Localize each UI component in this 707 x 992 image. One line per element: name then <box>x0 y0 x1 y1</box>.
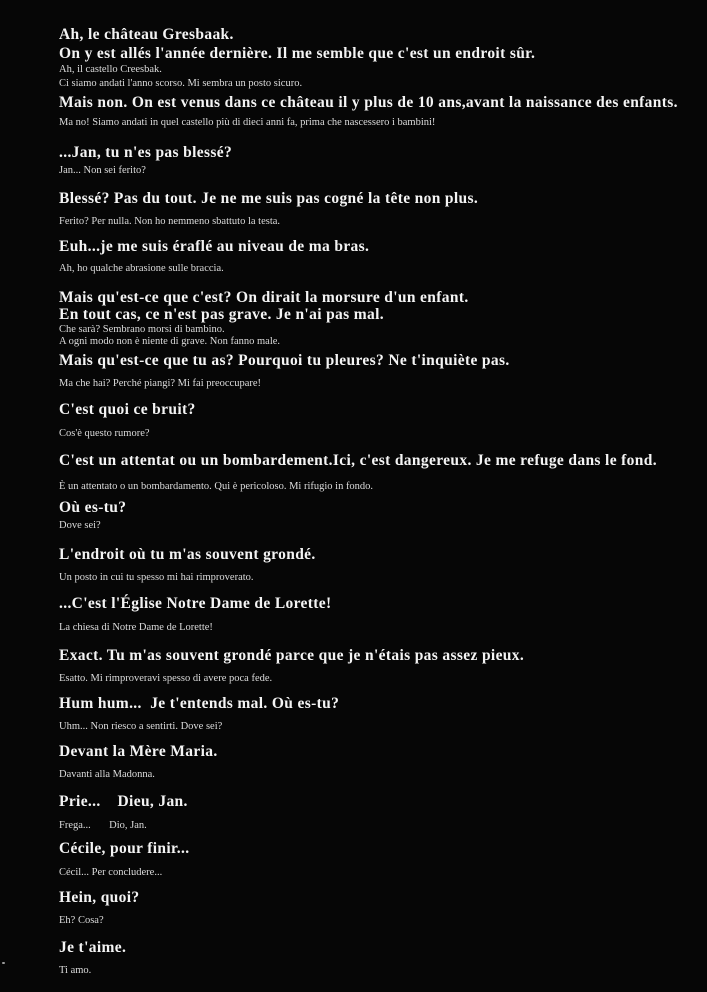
french-line: Devant la Mère Maria. <box>59 743 218 760</box>
french-line: En tout cas, ce n'est pas grave. Je n'ai pas mal. <box>59 306 384 323</box>
french-line: On y est allés l'année dernière. Il me semble que c'est un endroit sûr. <box>59 45 536 62</box>
french-line: Mais non. On est venus dans ce château il y plus de 10 ans,avant la naissance des enfants. <box>59 94 678 111</box>
italian-line: Ah, il castello Creesbak. <box>59 64 162 75</box>
italian-line: Ferito? Per nulla. Non ho nemmeno sbattuto la testa. <box>59 216 281 227</box>
italian-line: Uhm... Non riesco a sentirti. Dove sei? <box>59 721 223 732</box>
italian-line: Cécil... Per concludere... <box>59 867 163 878</box>
italian-line: Dove sei? <box>59 520 101 531</box>
italian-line: È un attentato o un bombardamento. Qui è pericoloso. Mi rifugio in fondo. <box>59 481 374 492</box>
italian-line: Davanti alla Madonna. <box>59 769 155 780</box>
french-line: Mais qu'est-ce que tu as? Pourquoi tu pleures? Ne t'inquiète pas. <box>59 352 510 369</box>
scan-speck <box>2 962 5 964</box>
italian-line: Che sarà? Sembrano morsi di bambino. <box>59 324 225 335</box>
french-line: C'est quoi ce bruit? <box>59 401 196 418</box>
italian-line: Frega... Dio, Jan. <box>59 820 147 831</box>
french-line: Exact. Tu m'as souvent grondé parce que je n'étais pas assez pieux. <box>59 647 525 664</box>
french-line: Prie... Dieu, Jan. <box>59 793 188 810</box>
italian-line: La chiesa di Notre Dame de Lorette! <box>59 622 213 633</box>
french-line: ...Jan, tu n'es pas blessé? <box>59 144 233 161</box>
french-line: ...C'est l'Église Notre Dame de Lorette! <box>59 595 332 612</box>
french-line: Ah, le château Gresbaak. <box>59 26 234 43</box>
italian-line: Jan... Non sei ferito? <box>59 165 146 176</box>
french-line: Mais qu'est-ce que c'est? On dirait la morsure d'un enfant. <box>59 289 469 306</box>
french-line: C'est un attentat ou un bombardement.Ici, c'est dangereux. Je me refuge dans le fond. <box>59 452 657 469</box>
italian-line: Ci siamo andati l'anno scorso. Mi sembra un posto sicuro. <box>59 78 303 89</box>
italian-line: Cos'è questo rumore? <box>59 428 150 439</box>
french-line: Où es-tu? <box>59 499 127 516</box>
french-line: Je t'aime. <box>59 939 127 956</box>
italian-line: Esatto. Mi rimproveravi spesso di avere poca fede. <box>59 673 273 684</box>
french-line: Blessé? Pas du tout. Je ne me suis pas cogné la tête non plus. <box>59 190 479 207</box>
italian-line: Ah, ho qualche abrasione sulle braccia. <box>59 263 224 274</box>
french-line: Hein, quoi? <box>59 889 140 906</box>
french-line: Cécile, pour finir... <box>59 840 190 857</box>
italian-line: Eh? Cosa? <box>59 915 104 926</box>
italian-line: Ma no! Siamo andati in quel castello più di dieci anni fa, prima che nascessero i bambini! <box>59 117 436 128</box>
french-line: L'endroit où tu m'as souvent grondé. <box>59 546 316 563</box>
italian-line: Un posto in cui tu spesso mi hai rimproverato. <box>59 572 254 583</box>
french-line: Hum hum... Je t'entends mal. Où es-tu? <box>59 695 340 712</box>
italian-line: A ogni modo non è niente di grave. Non fanno male. <box>59 336 281 347</box>
french-line: Euh...je me suis éraflé au niveau de ma bras. <box>59 238 370 255</box>
italian-line: Ma che hai? Perché piangi? Mi fai preoccupare! <box>59 378 262 389</box>
italian-line: Ti amo. <box>59 965 92 976</box>
